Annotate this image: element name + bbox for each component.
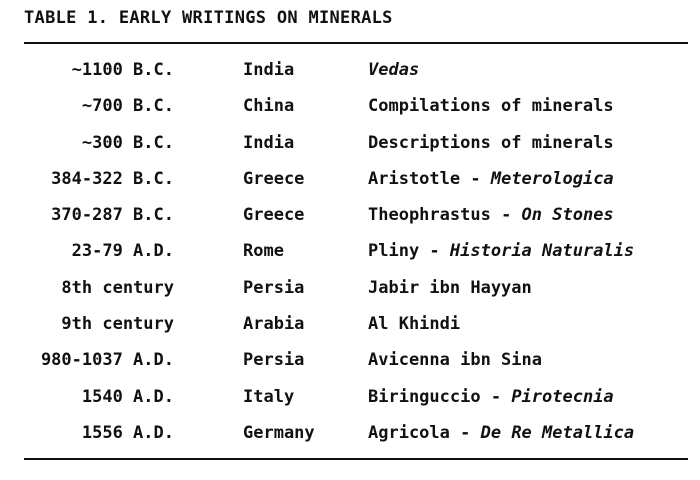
table-row	[0, 199, 700, 235]
place-cell: India	[243, 132, 295, 153]
table-row	[0, 235, 700, 271]
table-row	[0, 308, 700, 344]
author-text: Avicenna ibn Sina	[368, 350, 542, 371]
date-cell: 1556 A.D.	[81, 422, 174, 443]
author-text: Descriptions of minerals	[368, 132, 614, 153]
writing-cell	[368, 169, 614, 189]
author-text: Compilations of minerals	[368, 96, 614, 117]
table-caption: TABLE 1. EARLY WRITINGS ON MINERALS	[24, 8, 393, 28]
table-row	[0, 344, 700, 380]
place-cell: Persia	[243, 277, 305, 298]
writing-cell	[368, 96, 614, 116]
writing-cell	[368, 423, 634, 443]
title-text: On Stones	[521, 205, 614, 226]
table-row	[0, 381, 700, 417]
minerals-table	[0, 54, 700, 453]
writing-cell	[368, 314, 460, 334]
writing-cell	[368, 278, 532, 298]
author-text: Pliny	[368, 241, 420, 262]
author-text: Theophrastus	[368, 205, 491, 226]
author-text: Al Khindi	[368, 314, 461, 335]
writing-cell	[368, 205, 614, 225]
place-cell: China	[243, 96, 295, 117]
date-cell: 384-322 B.C.	[51, 168, 174, 189]
writing-cell	[368, 241, 634, 261]
place-cell: Greece	[243, 205, 305, 226]
author-text: Aristotle	[368, 168, 461, 189]
table-row	[0, 272, 700, 308]
title-text: Meterologica	[490, 168, 614, 189]
writing-cell	[368, 60, 419, 80]
place-cell: Greece	[243, 168, 305, 189]
place-cell: Arabia	[243, 314, 305, 335]
separator-text: -	[490, 205, 522, 226]
date-cell: ~300 B.C.	[81, 132, 174, 153]
date-cell: 1540 A.D.	[81, 386, 174, 407]
date-cell: 980-1037 A.D.	[40, 350, 174, 371]
place-cell: Italy	[243, 386, 295, 407]
place-cell: Persia	[243, 350, 305, 371]
writing-cell	[368, 133, 614, 153]
writing-cell	[368, 350, 542, 370]
table-row	[0, 90, 700, 126]
date-cell: 9th century	[61, 314, 174, 335]
table-row	[0, 54, 700, 90]
title-text: De Re Metallica	[480, 422, 635, 443]
place-cell: Germany	[243, 422, 315, 443]
author-text: Biringuccio	[368, 386, 481, 407]
writing-cell	[368, 387, 614, 407]
date-cell: ~1100 B.C.	[71, 60, 174, 80]
date-cell: 8th century	[61, 277, 174, 298]
title-text: Historia Naturalis	[449, 241, 635, 262]
separator-text: -	[460, 168, 491, 189]
separator-text: -	[480, 386, 512, 407]
title-text: Pirotecnia	[511, 386, 614, 407]
place-cell: India	[243, 60, 295, 80]
author-text: Agricola	[368, 422, 450, 443]
bottom-rule	[24, 458, 688, 460]
top-rule	[24, 42, 688, 44]
date-cell: 23-79 A.D.	[71, 241, 174, 262]
table-row	[0, 417, 700, 453]
date-cell: ~700 B.C.	[81, 96, 174, 117]
title-text: Vedas	[368, 60, 420, 80]
separator-text: -	[449, 422, 481, 443]
table-row	[0, 127, 700, 163]
table-row	[0, 163, 700, 199]
author-text: Jabir ibn Hayyan	[368, 277, 532, 298]
separator-text: -	[419, 241, 450, 262]
place-cell: Rome	[243, 241, 284, 262]
date-cell: 370-287 B.C.	[51, 205, 174, 226]
